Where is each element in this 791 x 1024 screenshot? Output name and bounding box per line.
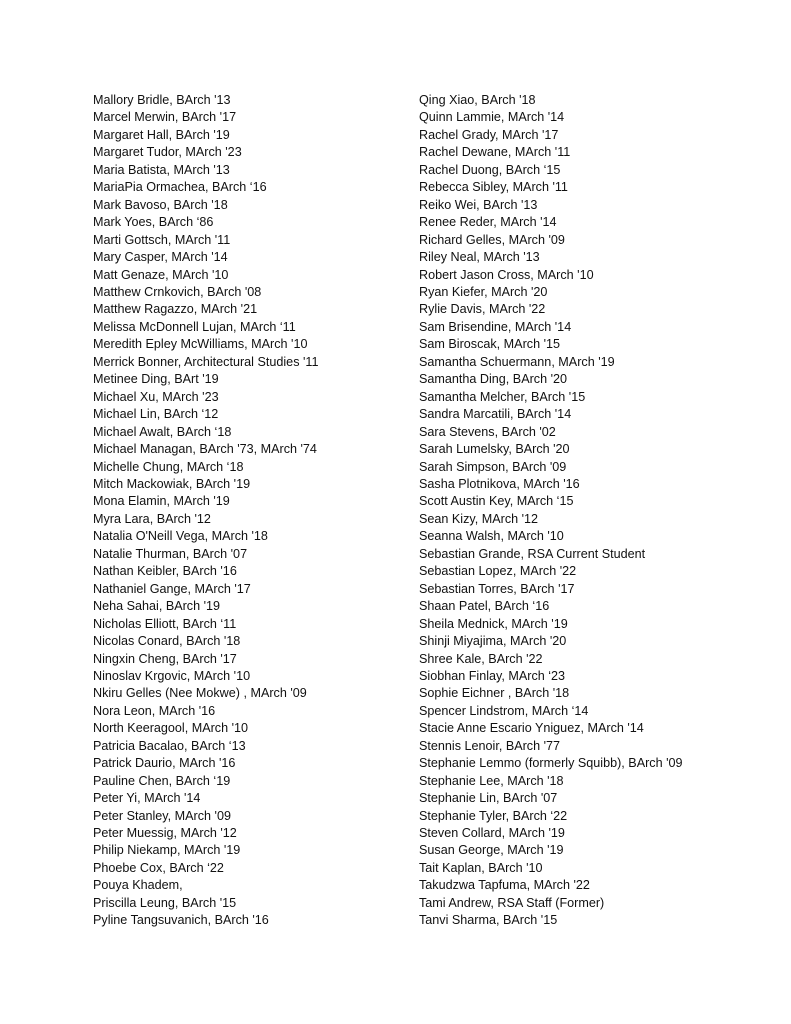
- list-item: Nkiru Gelles (Nee Mokwe) , MArch '09: [93, 686, 307, 701]
- list-item: Pyline Tangsuvanich, BArch '16: [93, 913, 269, 928]
- list-item: Sebastian Grande, RSA Current Student: [419, 546, 646, 561]
- list-item: Mitch Mackowiak, BArch '19: [93, 476, 251, 491]
- list-item: Mona Elamin, MArch '19: [93, 494, 230, 509]
- list-item: Stennis Lenoir, BArch '77: [419, 738, 561, 753]
- list-item: Samantha Melcher, BArch '15: [419, 389, 586, 404]
- list-item: Tait Kaplan, BArch '10: [419, 860, 543, 875]
- list-item: Myra Lara, BArch '12: [93, 511, 211, 526]
- list-item: Michael Managan, BArch '73, MArch '74: [93, 442, 317, 457]
- list-item: Maria Batista, MArch '13: [93, 162, 230, 177]
- list-item: Samantha Ding, BArch '20: [419, 372, 568, 387]
- list-item: Natalia O'Neill Vega, MArch '18: [93, 529, 268, 544]
- list-item: Merrick Bonner, Architectural Studies '11: [93, 354, 319, 369]
- list-item: Shaan Patel, BArch ‘16: [419, 599, 550, 614]
- list-item: Pauline Chen, BArch ‘19: [93, 773, 231, 788]
- list-item: Stephanie Lee, MArch '18: [419, 773, 564, 788]
- list-item: Tami Andrew, RSA Staff (Former): [419, 895, 605, 910]
- list-item: Sarah Lumelsky, BArch '20: [419, 442, 570, 457]
- list-item: Margaret Tudor, MArch '23: [93, 145, 242, 160]
- list-item: Rachel Dewane, MArch '11: [419, 145, 571, 160]
- list-item: Sheila Mednick, MArch '19: [419, 616, 568, 631]
- list-item: Rebecca Sibley, MArch '11: [419, 180, 568, 195]
- list-item: Sophie Eichner , BArch '18: [419, 686, 570, 701]
- list-item: Marti Gottsch, MArch '11: [93, 232, 231, 247]
- list-item: Michael Awalt, BArch ‘18: [93, 424, 232, 439]
- list-item: Sean Kizy, MArch '12: [419, 511, 539, 526]
- list-item: Peter Yi, MArch '14: [93, 791, 201, 806]
- list-item: Melissa McDonnell Lujan, MArch ‘11: [93, 319, 296, 334]
- list-item: Peter Muessig, MArch '12: [93, 826, 237, 841]
- list-item: Steven Collard, MArch '19: [419, 826, 565, 841]
- list-item: Priscilla Leung, BArch '15: [93, 895, 237, 910]
- list-item: Margaret Hall, BArch '19: [93, 127, 230, 142]
- list-item: Siobhan Finlay, MArch ‘23: [419, 668, 566, 683]
- list-item: North Keeragool, MArch '10: [93, 721, 249, 736]
- list-item: Michelle Chung, MArch ‘18: [93, 459, 244, 474]
- list-item: Mary Casper, MArch '14: [93, 250, 228, 265]
- list-item: Michael Lin, BArch ‘12: [93, 407, 219, 422]
- list-item: MariaPia Ormachea, BArch ‘16: [93, 180, 267, 195]
- list-item: Stephanie Tyler, BArch ‘22: [419, 808, 568, 823]
- list-item: Pouya Khadem,: [93, 878, 183, 893]
- list-item: Takudzwa Tapfuma, MArch '22: [419, 878, 590, 893]
- list-item: Quinn Lammie, MArch '14: [419, 110, 565, 125]
- list-item: Stacie Anne Escario Yniguez, MArch '14: [419, 721, 644, 736]
- list-item: Patrick Daurio, MArch '16: [93, 756, 236, 771]
- list-item: Richard Gelles, MArch '09: [419, 232, 565, 247]
- list-item: Sasha Plotnikova, MArch '16: [419, 476, 580, 491]
- list-item: Meredith Epley McWilliams, MArch '10: [93, 337, 308, 352]
- list-item: Nicholas Elliott, BArch ‘11: [93, 616, 237, 631]
- list-item: Natalie Thurman, BArch '07: [93, 546, 248, 561]
- list-item: Sandra Marcatili, BArch '14: [419, 407, 572, 422]
- list-item: Qing Xiao, BArch '18: [419, 93, 536, 107]
- list-item: Neha Sahai, BArch '19: [93, 599, 221, 614]
- list-item: Rachel Grady, MArch '17: [419, 127, 559, 142]
- list-item: Matthew Crnkovich, BArch '08: [93, 284, 262, 299]
- list-item: Marcel Merwin, BArch '17: [93, 110, 237, 125]
- list-item: Shree Kale, BArch '22: [419, 651, 543, 666]
- list-item: Susan George, MArch '19: [419, 843, 564, 858]
- list-item: Riley Neal, MArch '13: [419, 250, 540, 265]
- list-item: Metinee Ding, BArt '19: [93, 372, 219, 387]
- list-item: Sam Biroscak, MArch '15: [419, 337, 560, 352]
- list-item: Sebastian Torres, BArch '17: [419, 581, 575, 596]
- list-item: Nathaniel Gange, MArch '17: [93, 581, 251, 596]
- list-item: Reiko Wei, BArch '13: [419, 197, 538, 212]
- list-item: Shinji Miyajima, MArch '20: [419, 634, 567, 649]
- list-item: Mallory Bridle, BArch '13: [93, 93, 231, 107]
- name-list-left-column: [93, 92, 318, 930]
- list-item: Seanna Walsh, MArch '10: [419, 529, 564, 544]
- list-item: Stephanie Lin, BArch '07: [419, 791, 558, 806]
- list-item: Tanvi Sharma, BArch '15: [419, 913, 558, 928]
- list-item: Stephanie Lemmo (formerly Squibb), BArch '09: [419, 756, 683, 771]
- list-item: Michael Xu, MArch '23: [93, 389, 219, 404]
- list-item: Peter Stanley, MArch '09: [93, 808, 231, 823]
- list-item: Sarah Simpson, BArch '09: [419, 459, 567, 474]
- list-item: Nicolas Conard, BArch '18: [93, 634, 241, 649]
- list-item: Nora Leon, MArch '16: [93, 703, 216, 718]
- list-item: Samantha Schuermann, MArch '19: [419, 354, 615, 369]
- list-item: Matthew Ragazzo, MArch '21: [93, 302, 258, 317]
- list-item: Sebastian Lopez, MArch '22: [419, 564, 577, 579]
- list-item: Philip Niekamp, MArch '19: [93, 843, 241, 858]
- list-item: Mark Bavoso, BArch '18: [93, 197, 228, 212]
- list-item: Ryan Kiefer, MArch '20: [419, 284, 548, 299]
- list-item: Sam Brisendine, MArch '14: [419, 319, 572, 334]
- name-list-right-column: [419, 92, 683, 930]
- list-item: Renee Reder, MArch '14: [419, 215, 557, 230]
- list-item: Rylie Davis, MArch '22: [419, 302, 546, 317]
- list-item: Phoebe Cox, BArch ‘22: [93, 860, 224, 875]
- list-item: Mark Yoes, BArch ‘86: [93, 215, 214, 230]
- list-item: Nathan Keibler, BArch '16: [93, 564, 237, 579]
- list-item: Scott Austin Key, MArch ‘15: [419, 494, 574, 509]
- list-item: Ningxin Cheng, BArch '17: [93, 651, 237, 666]
- list-item: Patricia Bacalao, BArch ‘13: [93, 738, 246, 753]
- list-item: Sara Stevens, BArch '02: [419, 424, 556, 439]
- list-item: Rachel Duong, BArch ‘15: [419, 162, 561, 177]
- list-item: Matt Genaze, MArch '10: [93, 267, 229, 282]
- list-item: Spencer Lindstrom, MArch ‘14: [419, 703, 589, 718]
- list-item: Robert Jason Cross, MArch '10: [419, 267, 594, 282]
- list-item: Ninoslav Krgovic, MArch '10: [93, 668, 251, 683]
